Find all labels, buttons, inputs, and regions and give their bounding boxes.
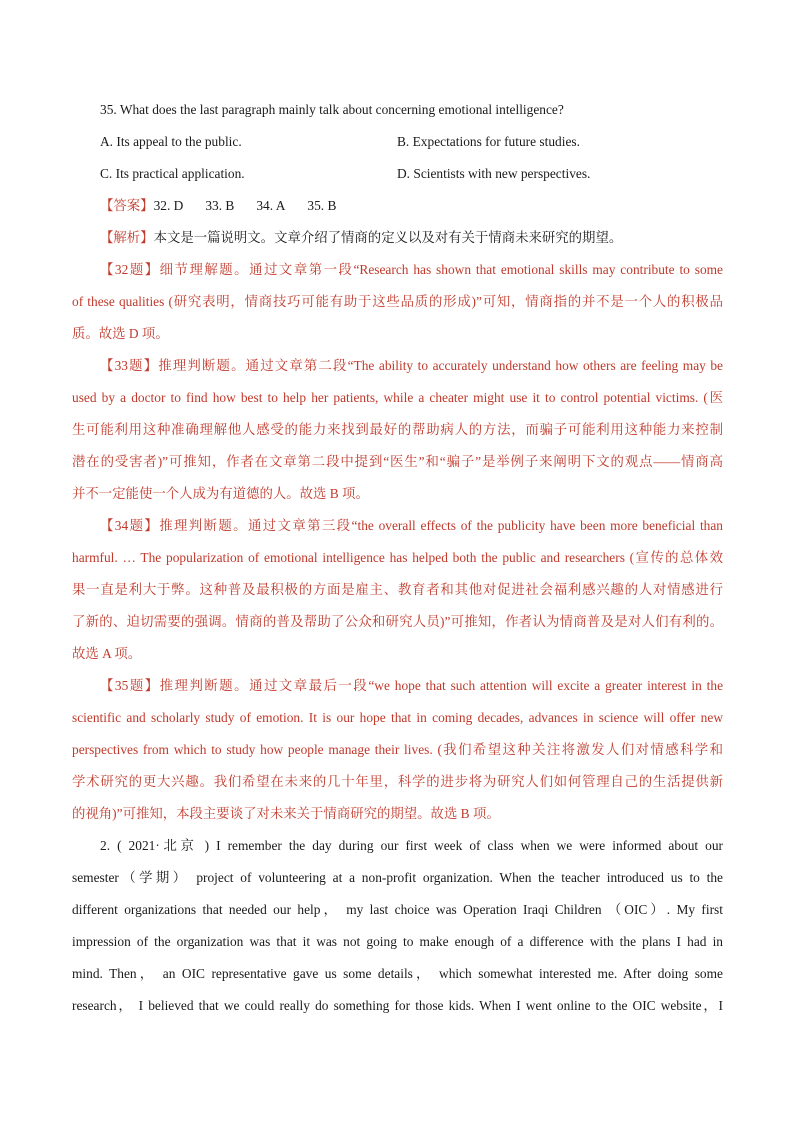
passage-line: impression of the organization was that it was not going to make enough of a difference with the plans I had in [72,934,723,949]
q33-text: 推理判断题。通过文章第二段“The ability to accurately understand how others are feeling may be [158,358,723,373]
option-c: C. Its practical application. [100,166,245,181]
q35-line: perspectives from which to study how people manage their lives. (我们希望这种关注将激发人们对情感科学和 [72,742,723,757]
q34-text: 推理判断题。通过文章第三段“the overall effects of the publicity have been more beneficial than [159,518,723,533]
passage-line: semester（学期） project of volunteering at a non-profit organization. When the teacher introduced us to the [72,870,723,885]
q32-line: 质。故选 D 项。 [72,326,169,341]
passage-line: research， I believed that we could really do something for those kids. When I went online to the OIC website，I [72,998,723,1013]
q33-line [100,356,723,376]
q34-line [100,516,723,536]
option-b: B. Expectations for future studies. [397,134,580,149]
passage-line: mind. Then， an OIC representative gave us some details， which somewhat interested me. After doing some [72,966,723,981]
q35-tag: 【35题】 [100,678,160,693]
q33-tag: 【33题】 [100,358,159,373]
answer-item: 35. B [307,198,337,213]
passage-line: different organizations that needed our help， my last choice was Operation Iraqi Children （OIC）. My first [72,902,723,917]
option-d: D. Scientists with new perspectives. [397,166,591,181]
q33-line: 生可能利用这种准确理解他人感受的能力来找到最好的帮助病人的方法，而骗子可能利用这种能力来控制 [72,422,723,437]
q35-line: 学术研究的更大兴趣。我们希望在未来的几十年里，科学的进步将为研究人们如何管理自己的生活提供新 [72,774,723,789]
q35-text: 推理判断题。通过文章最后一段“we hope that such attention will excite a greater interest in the [159,678,723,693]
q33-line: 并不一定能使一个人成为有道德的人。故选 B 项。 [72,486,369,501]
q34-tag: 【34题】 [100,518,160,533]
q34-line: 故选 A 项。 [72,646,142,661]
answer-tag: 【答案】 [100,198,154,213]
analysis-line [100,228,723,248]
q34-line: 了新的、迫切需要的强调。情商的普及帮助了公众和研究人员)”可推知，作者认为情商普及是对人们有利的。 [72,614,723,629]
q32-line [100,260,723,280]
q35-line: 的视角)”可推知，本段主要谈了对未来关于情商研究的期望。故选 B 项。 [72,806,500,821]
passage-line: 2. ( 2021·北京 ) I remember the day during our first week of class when we were informed about our [100,838,723,853]
question-stem: 35. What does the last paragraph mainly talk about concerning emotional intelligence? [100,102,564,117]
q32-tag: 【32题】 [100,262,160,277]
q35-line: scientific and scholarly study of emotion. It is our hope that in coming decades, advances in science will offer new [72,710,723,725]
answer-line [100,196,723,216]
analysis-text: 本文是一篇说明文。文章介绍了情商的定义以及对有关于情商未来研究的期望。 [153,230,623,245]
q32-text: 细节理解题。通过文章第一段“Research has shown that emotional skills may contribute to some [159,262,723,277]
q32-line: of these qualities (研究表明，情商技巧可能有助于这些品质的形成)”可知，情商指的并不是一个人的积极品 [72,294,723,309]
answer-item: 32. D [153,198,184,213]
option-a: A. Its appeal to the public. [100,134,242,149]
answer-item: 34. A [256,198,286,213]
q34-line: 果一直是利大于弊。这种普及最积极的方面是雇主、教育者和其他对促进社会福利感兴趣的人对情感进行 [72,582,723,597]
q33-line: used by a doctor to find how best to help her patients, while a cheater might use it to control potential victims. (医 [72,390,723,405]
answer-item: 33. B [205,198,235,213]
q35-line [100,676,723,696]
q33-line: 潜在的受害者)”可推知，作者在文章第二段中提到“医生”和“骗子”是举例子来阐明下文的观点——情商高 [72,454,723,469]
q34-line: harmful. … The popularization of emotional intelligence has helped both the public and researchers (宣传的总体效 [72,550,723,565]
analysis-tag: 【解析】 [100,230,154,245]
